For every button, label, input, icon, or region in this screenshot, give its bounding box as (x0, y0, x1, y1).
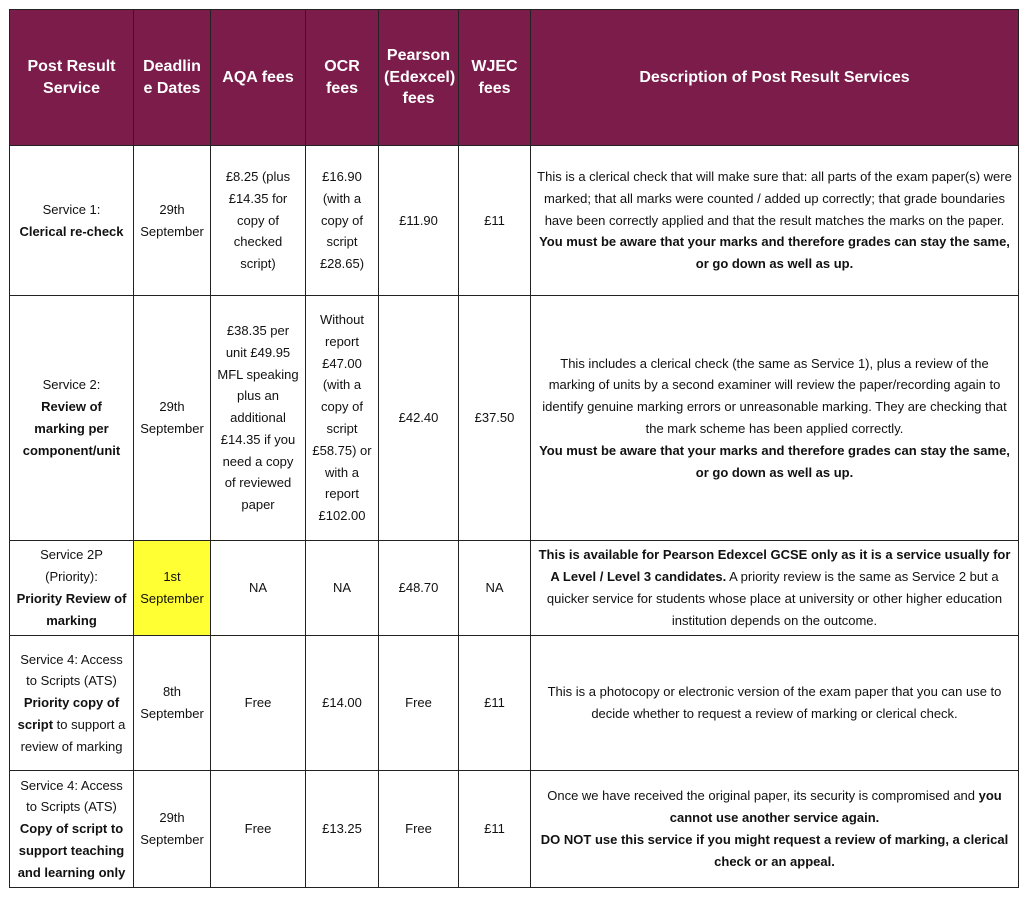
service-cell (10, 146, 134, 296)
deadline-cell: 8th September (134, 636, 211, 771)
ocr-fee-cell: NA (306, 541, 379, 636)
aqa-fee-cell: £8.25 (plus £14.35 for copy of checked script) (211, 146, 306, 296)
description-text: This is a photocopy or electronic version of the exam paper that you can use to decide whether to request a review of marking or clerical check. (547, 684, 1002, 721)
service-name: Service 4: Access to Scripts (ATS) (20, 651, 123, 689)
ocr-fee-cell: £14.00 (306, 636, 379, 771)
description-cell (531, 541, 1019, 636)
wjec-fee-cell: NA (459, 541, 531, 636)
deadline-cell: 29th September (134, 146, 211, 296)
service-title: Clerical re-check (19, 223, 124, 239)
wjec-fee-cell: £37.50 (459, 296, 531, 541)
description-text: This is a clerical check that will make sure that: all parts of the exam paper(s) were marked; that all marks were counted / added up correctly; that grade boundaries have been correctly applied and that the result matches the marks on the paper. (537, 169, 1012, 228)
service-cell (10, 541, 134, 636)
description-text: A priority review is the same as Service 2 but a quicker service for students whose place at university or other higher education institution depends on the outcome. (546, 569, 1003, 628)
description-cell (531, 296, 1019, 541)
header-row (10, 10, 1019, 146)
ocr-fee-cell: £13.25 (306, 771, 379, 888)
aqa-fee-cell: £38.35 per unit £49.95 MFL speaking plus an additional £14.35 if you need a copy of reviewed paper (211, 296, 306, 541)
aqa-fee-cell: Free (211, 636, 306, 771)
header-aqa: AQA fees (211, 10, 306, 146)
service-cell (10, 296, 134, 541)
description-warning: You must be aware that your marks and therefore grades can stay the same, or go down as well as up. (539, 442, 1010, 480)
description-do-not-warning: DO NOT use this service if you might request a review of marking, a clerical check or an appeal. (540, 832, 1009, 869)
wjec-fee-cell: £11 (459, 146, 531, 296)
pearson-fee-cell: Free (379, 771, 459, 888)
header-wjec: WJEC fees (459, 10, 531, 146)
deadline-cell: 29th September (134, 296, 211, 541)
wjec-fee-cell: £11 (459, 771, 531, 888)
deadline-cell: 29th September (134, 771, 211, 888)
service-name: Service 2: (42, 377, 101, 393)
header-pearson: Pearson (Edexcel) fees (379, 10, 459, 146)
pearson-fee-cell: £48.70 (379, 541, 459, 636)
description-cell (531, 146, 1019, 296)
table-row (10, 636, 1019, 771)
table-row (10, 296, 1019, 541)
wjec-fee-cell: £11 (459, 636, 531, 771)
description-text: This includes a clerical check (the same as Service 1), plus a review of the marking of units by a second examiner will review the paper/recording again to identify genuine marking errors or unreasonable marking. They are checking that the mark scheme has been applied correctly. (542, 355, 1007, 436)
service-title: Copy of script to support teaching and learning only (17, 821, 126, 880)
description-cell (531, 636, 1019, 771)
aqa-fee-cell: NA (211, 541, 306, 636)
service-cell (10, 636, 134, 771)
description-warning: This is available for Pearson Edexcel GCSE only as it is a service usually for A Level / Level 3 candidates. (538, 547, 1011, 585)
service-title: Priority copy of script (17, 695, 120, 732)
pearson-fee-cell: Free (379, 636, 459, 771)
description-text: Once we have received the original paper, its security is compromised and (547, 788, 979, 804)
header-ocr: OCR fees (306, 10, 379, 146)
pearson-fee-cell: £42.40 (379, 296, 459, 541)
header-service: Post Result Service (10, 10, 134, 146)
ocr-fee-cell: £16.90 (with a copy of script £28.65) (306, 146, 379, 296)
table-row (10, 771, 1019, 888)
service-title: Review of marking per component/unit (22, 399, 121, 458)
description-cell (531, 771, 1019, 888)
table-row (10, 146, 1019, 296)
header-description: Description of Post Result Services (531, 10, 1019, 146)
post-result-services-table (9, 9, 1019, 888)
service-name: Service 1: (42, 201, 101, 217)
description-warning: You must be aware that your marks and therefore grades can stay the same, or go down as well as up. (539, 234, 1010, 272)
ocr-fee-cell: Without report £47.00 (with a copy of script £58.75) or with a report £102.00 (306, 296, 379, 541)
aqa-fee-cell: Free (211, 771, 306, 888)
service-name: Service 4: Access to Scripts (ATS) (20, 777, 123, 815)
service-title-tail: to support a review of marking (20, 716, 126, 754)
deadline-cell-highlighted: 1st September (134, 541, 211, 636)
header-deadline: Deadlin e Dates (134, 10, 211, 146)
table-row (10, 541, 1019, 636)
description-warning: you cannot use another service again. (669, 788, 1002, 826)
service-cell (10, 771, 134, 888)
service-title: Priority Review of marking (16, 591, 127, 628)
service-name: Service 2P (Priority): (40, 547, 103, 585)
pearson-fee-cell: £11.90 (379, 146, 459, 296)
